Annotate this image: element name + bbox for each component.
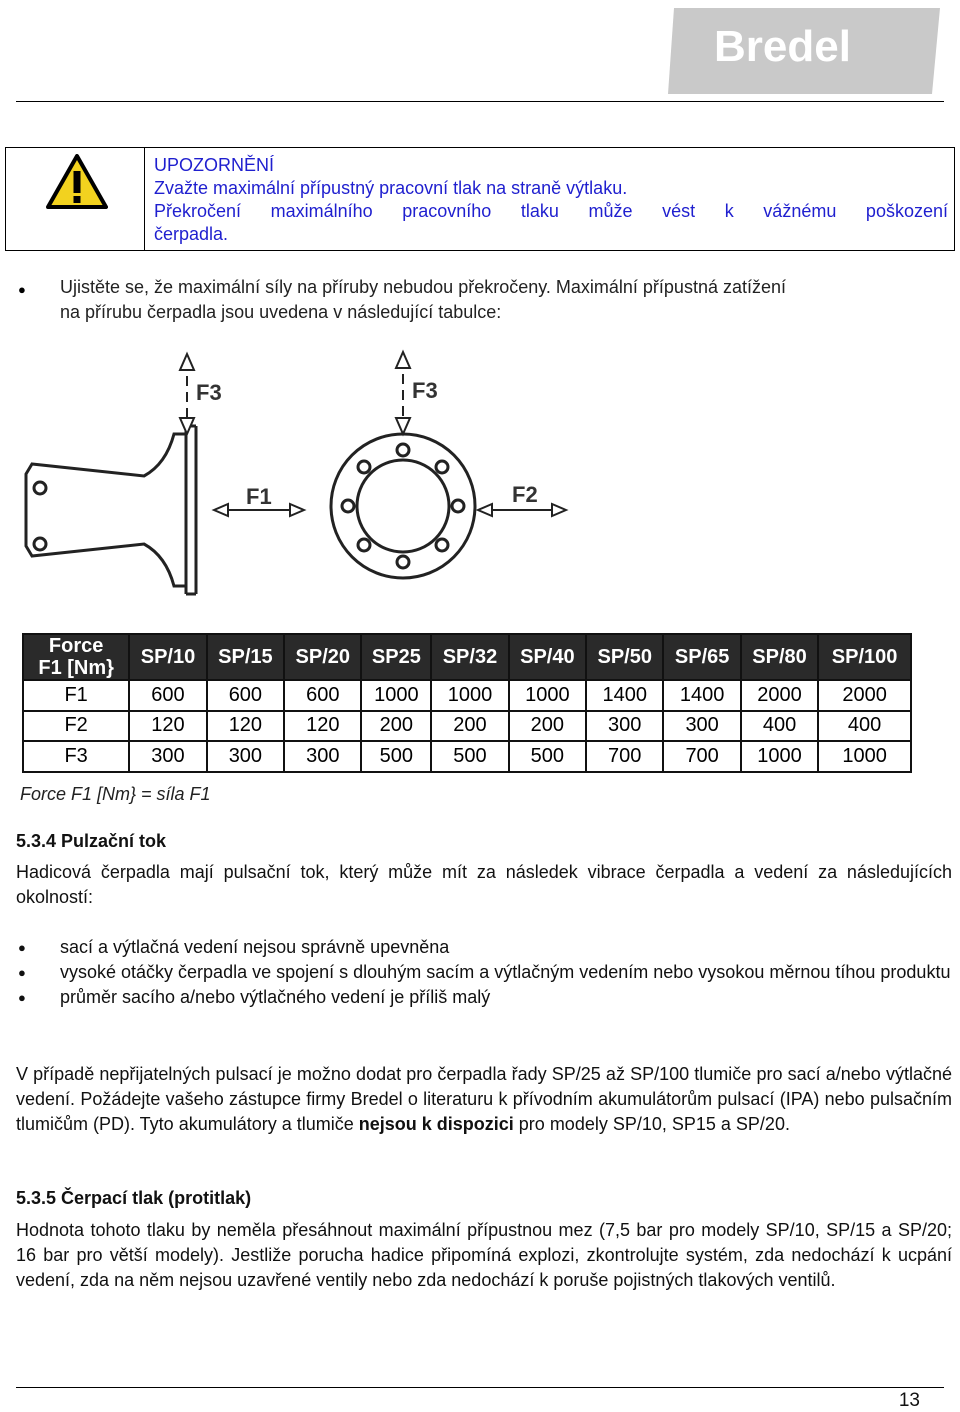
column-header: SP/32 xyxy=(431,634,508,680)
list-item-text: vysoké otáčky čerpadla ve spojení s dlouhým sacím a výtlačným vedením nebo vysokou měrnou tíhou produktu xyxy=(60,962,951,982)
column-header: SP/40 xyxy=(509,634,586,680)
label-f1: F1 xyxy=(246,484,272,509)
warning-text xyxy=(154,154,948,246)
table-cell: 120 xyxy=(207,711,284,742)
warning-triangle-icon xyxy=(46,154,108,210)
section-535-body: Hodnota tohoto tlaku by neměla přesáhnout maximální přípustnou mez (7,5 bar pro modely SP/10, SP/15 a SP/20; 16 bar pro větší modely). Jestliže porucha hadice připomíná explozi, zkontrolujte systém, zda nedochází k ucpání vedení, zda na něm nejsou uzavřené ventily nebo zda nedochází k poruše pojistných tlakových ventilů. xyxy=(16,1220,952,1290)
table-cell: 1000 xyxy=(361,680,431,711)
footer-rule xyxy=(16,1387,944,1388)
warning-line: Překročení maximálního pracovního tlaku může vést k vážnému poškození xyxy=(154,201,948,221)
flange-force-diagram xyxy=(14,346,574,596)
table-cell: 1000 xyxy=(741,741,818,772)
table-corner-header xyxy=(23,634,129,680)
table-row xyxy=(23,711,911,742)
list-item xyxy=(16,935,952,960)
pulsation-causes-list xyxy=(16,935,952,1010)
list-item xyxy=(16,960,952,985)
warning-title: UPOZORNĚNÍ xyxy=(154,155,275,175)
table-cell: 700 xyxy=(586,741,663,772)
table-cell: 600 xyxy=(207,680,284,711)
table-cell: 2000 xyxy=(741,680,818,711)
table-cell: 120 xyxy=(284,711,361,742)
table-cell: 1000 xyxy=(431,680,508,711)
table-cell: 200 xyxy=(431,711,508,742)
page-number: 13 xyxy=(898,1390,920,1411)
list-item-text: sací a výtlačná vedení nejsou správně upevněna xyxy=(60,937,450,957)
table-cell: 200 xyxy=(361,711,431,742)
header-rule xyxy=(16,101,944,102)
column-header: SP25 xyxy=(361,634,431,680)
list-item-text: průměr sacího a/nebo výtlačného vedení je příliš malý xyxy=(60,987,491,1007)
flange-intro-line-1: Ujistěte se, že maximální síly na příruby nebudou překročeny. Maximální přípustná zatížení xyxy=(60,277,787,297)
paragraph-text: pro modely SP/10, SP15 a SP/20. xyxy=(513,1114,790,1134)
corner-line-1: Force xyxy=(48,635,104,657)
table-row xyxy=(23,741,911,772)
column-header: SP/50 xyxy=(586,634,663,680)
label-f3-right: F3 xyxy=(412,378,438,403)
table-cell: 1000 xyxy=(818,741,911,772)
section-535-heading: 5.3.5 Čerpací tlak (protitlak) xyxy=(16,1188,252,1208)
bullet-dot: ● xyxy=(18,965,26,980)
table-cell: 1400 xyxy=(663,680,740,711)
table-cell: 300 xyxy=(207,741,284,772)
column-header: SP/80 xyxy=(741,634,818,680)
warning-line: Zvažte maximální přípustný pracovní tlak na straně výtlaku. xyxy=(154,178,628,198)
bullet-dot: ● xyxy=(18,990,26,1005)
table-cell: 2000 xyxy=(818,680,911,711)
table-row xyxy=(23,680,911,711)
table-cell: 300 xyxy=(284,741,361,772)
table-cell: 200 xyxy=(509,711,586,742)
label-f2: F2 xyxy=(512,482,538,507)
column-header: SP/100 xyxy=(818,634,911,680)
warning-box xyxy=(5,147,955,251)
table-caption: Force F1 [Nm} = síla F1 xyxy=(20,784,211,804)
row-label: F2 xyxy=(23,711,129,742)
table-cell: 400 xyxy=(818,711,911,742)
list-item xyxy=(16,985,952,1010)
column-header: SP/65 xyxy=(663,634,740,680)
table-cell: 500 xyxy=(431,741,508,772)
table-cell: 1400 xyxy=(586,680,663,711)
table-cell: 400 xyxy=(741,711,818,742)
table-cell: 500 xyxy=(361,741,431,772)
section-534-intro: Hadicová čerpadla mají pulsační tok, který může mít za následek vibrace čerpadla a vedení za následujících okolností: xyxy=(16,862,952,907)
warning-icon-cell xyxy=(6,148,145,250)
warning-line: čerpadla. xyxy=(154,224,229,244)
section-534-heading: 5.3.4 Pulzační tok xyxy=(16,831,167,851)
section-534-paragraph xyxy=(16,1062,952,1137)
table-cell: 600 xyxy=(129,680,206,711)
row-label: F3 xyxy=(23,741,129,772)
corner-line-2: F1 [Nm} xyxy=(38,657,114,679)
table-cell: 600 xyxy=(284,680,361,711)
table-cell: 500 xyxy=(509,741,586,772)
label-f3-left: F3 xyxy=(196,380,222,405)
table-cell: 300 xyxy=(663,711,740,742)
bullet-dot: ● xyxy=(18,940,26,955)
table-cell: 300 xyxy=(129,741,206,772)
column-header: SP/20 xyxy=(284,634,361,680)
logo-text: Bredel xyxy=(714,22,851,71)
table-cell: 700 xyxy=(663,741,740,772)
table-cell: 300 xyxy=(586,711,663,742)
row-label: F1 xyxy=(23,680,129,711)
paragraph-emphasis: nejsou k dispozici xyxy=(358,1114,514,1134)
table-header-row xyxy=(23,634,911,680)
bullet-dot: ● xyxy=(18,282,26,297)
flange-force-table xyxy=(22,633,912,773)
table-cell: 1000 xyxy=(509,680,586,711)
column-header: SP/15 xyxy=(207,634,284,680)
bredel-logo xyxy=(668,6,944,98)
paragraph-text: V případě nepřijatelných pulsací je možno dodat pro čerpadla řady SP/25 až SP/100 tlumiče pro sací a/nebo výtlačné vedení. Požádejte vašeho zástupce firmy Bredel o literaturu k přívodním akumulátorům pulsací (IPA) nebo pulsačním tlumičům (PD). Tyto akumulátory a tlumiče xyxy=(16,1064,952,1134)
table-cell: 120 xyxy=(129,711,206,742)
flange-intro-line-2: na přírubu čerpadla jsou uvedena v následující tabulce: xyxy=(60,302,502,322)
column-header: SP/10 xyxy=(129,634,206,680)
